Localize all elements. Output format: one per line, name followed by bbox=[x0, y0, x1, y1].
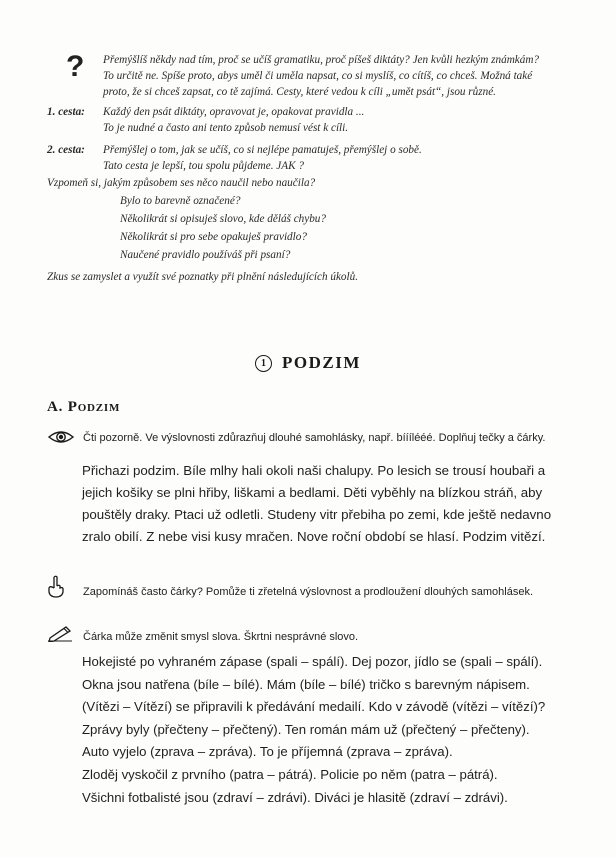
task-1-text bbox=[82, 460, 551, 548]
exercise-sentence[interactable]: Zprávy byly (přečteny – přečtený). Ten román mám už (přečtený – přečteny). bbox=[82, 721, 530, 737]
way-2-label: 2. cesta: bbox=[47, 144, 85, 156]
question-list bbox=[120, 192, 326, 264]
intro-line: Přemýšlíš někdy nad tím, proč se učíš gramatiku, proč píšeš diktáty? Jen kvůli hezkým známkám? bbox=[103, 54, 540, 66]
intro-line: To určitě ne. Spíše proto, abys uměl či uměla napsat, co si myslíš, co cítíš, co chceš. Možná také bbox=[103, 70, 533, 82]
list-item: Naučené pravidlo používáš při psaní? bbox=[120, 249, 291, 261]
text-line: jejich košiky se plni hřiby, liškami a bedlami. Děti vyběhly na blízkou stráň, aby bbox=[82, 485, 543, 500]
exercise-sentence[interactable]: Všichni fotbalisté jsou (zdraví – zdrávi). Diváci je hlasitě (zdraví – zdrávi). bbox=[82, 789, 508, 805]
text-line: zralo obilí. Z nebe visi kusy mračen. Nove roční období se hlasí. Podzim vitězí. bbox=[82, 529, 546, 544]
exercise-sentence[interactable]: Zloděj vyskočil z prvního (patra – pátrá). Policie po něm (patra – pátrá). bbox=[82, 766, 498, 782]
exercise-sentence[interactable]: Auto vyjelo (zprava – zpráva). To je příjemná (zprava – zpráva). bbox=[82, 744, 453, 760]
list-item: Bylo to barevně označené? bbox=[120, 195, 241, 207]
chapter-title: PODZIM bbox=[282, 353, 361, 372]
pencil-icon bbox=[47, 624, 73, 642]
tip-text: Zapomínáš často čárky? Pomůže ti zřetelná výslovnost a prodloužení dlouhých samohlásek. bbox=[83, 586, 534, 598]
exercise-sentence[interactable]: (Vítězi – Vítězí) se připravili k předávání medailí. Kdo v závodě (vítězi – vítězí)? bbox=[82, 699, 546, 715]
exercise-sentence[interactable]: Okna jsou natřena (bíle – bílé). Mám (bíle – bílé) tričko s barevným nápisem. bbox=[82, 676, 530, 692]
way-1-label: 1. cesta: bbox=[47, 106, 85, 118]
task-1-instruction: Čti pozorně. Ve výslovnosti zdůrazňuj dlouhé samohlásky, např. bííílééé. Doplňuj tečky a čárky. bbox=[83, 432, 546, 444]
list-item: Několikrát si opisuješ slovo, kde děláš chybu? bbox=[120, 213, 326, 225]
way-1-line: To je nudné a často ani tento způsob nemusí vést k cíli. bbox=[103, 122, 349, 134]
task-2-sentences bbox=[82, 651, 545, 809]
way-2-line: Přemýšlej o tom, jak se učíš, co si nejlépe pamatuješ, přemýšlej o sobě. bbox=[103, 144, 422, 156]
try-instruction: Zkus se zamyslet a využít své poznatky při plnění následujících úkolů. bbox=[47, 271, 359, 283]
chapter-number: 1 bbox=[255, 355, 272, 372]
way-1-line: Každý den psát diktáty, opravovat je, opakovat pravidla ... bbox=[103, 106, 365, 118]
pointing-hand-icon bbox=[46, 575, 66, 599]
way-2-line: Tato cesta je lepší, tou spolu půjdeme. JAK ? bbox=[103, 160, 304, 172]
remember-question: Vzpomeň si, jakým způsobem ses něco naučil nebo naučila? bbox=[47, 177, 316, 189]
intro-paragraph bbox=[103, 52, 603, 100]
text-line: pouštěly draky. Ptaci už odletli. Studeny vitr přebiha po zemi, kde ještě nedavno bbox=[82, 507, 552, 522]
task-2-instruction: Čárka může změnit smysl slova. Škrtni nesprávné slovo. bbox=[83, 631, 359, 643]
exercise-sentence[interactable]: Hokejisté po vyhraném zápase (spali – spálí). Dej pozor, jídlo se (spali – spálí). bbox=[82, 654, 543, 669]
question-mark-icon: ? bbox=[66, 50, 85, 83]
text-line: Přichazi podzim. Bíle mlhy hali okoli naši chalupy. Po lesich se trousí houbaři a bbox=[82, 463, 546, 478]
chapter-heading bbox=[0, 353, 616, 373]
section-title: A. Podzim bbox=[47, 399, 121, 415]
list-item: Několikrát si pro sebe opakuješ pravidlo? bbox=[120, 231, 307, 243]
eye-icon bbox=[48, 430, 74, 444]
intro-line: proto, že si chceš zapsat, co tě zajímá. Cesty, které vedou k cíli „umět psát“, jsou různé. bbox=[103, 86, 496, 98]
